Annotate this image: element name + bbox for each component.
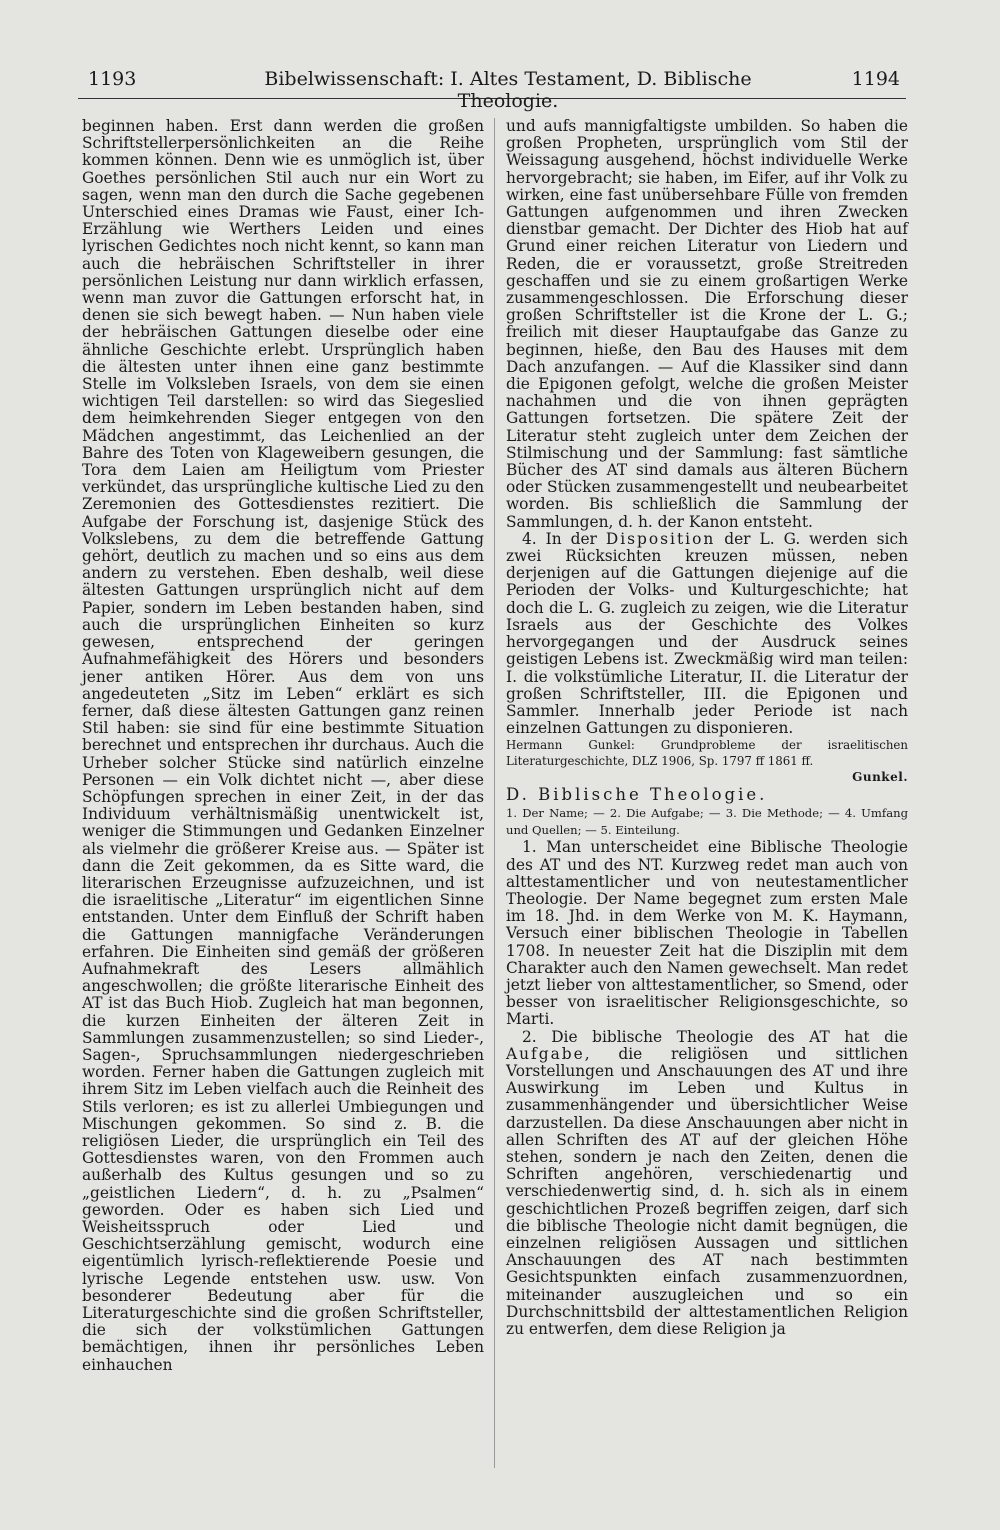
paragraph-disposition [506, 531, 908, 737]
left-column-text: beginnen haben. Erst dann werden die großen Schriftstellerpersönlichkeiten an die Reihe kommen können. Denn wie es unmöglich ist, über Goethes persönlichen Stil auch nur ein Wort zu sagen, wenn man den durch die Sache gegebenen Unterschied eines Dramas wie Faust, einer Ich-Erzählung wie Werthers Leiden und eines lyrischen Gedichtes noch nicht kennt, so kann man auch die hebräischen Schriftsteller in ihrer persönlichen Leistung nur dann wirklich erfassen, wenn man zuvor die Gattungen erforscht hat, in denen sie sich bewegt haben. — Nun haben viele der hebräischen Gattungen dieselbe oder eine ähnliche Geschichte erlebt. Ursprünglich haben die ältesten unter ihnen eine ganz bestimmte Stelle im Volksleben Israels, von dem sie einen wichtigen Teil darstellen: so wird das Siegeslied dem heimkehrenden Sieger entgegen von den Mädchen angestimmt, das Leichenlied an der Bahre des Toten von Klageweibern gesungen, die Tora dem Laien am Heiligtum vom Priester verkündet, das ursprüngliche kultische Lied zu den Zeremonien des Gottesdienstes rezitiert. Die Aufgabe der Forschung ist, dasjenige Stück des Volkslebens, zu dem die betreffende Gattung gehört, deutlich zu machen und so eins aus dem andern zu verstehen. Eben deshalb, weil diese ältesten Gattungen ursprünglich nicht auf dem Papier, sondern im Leben bestanden haben, sind auch die ursprünglichen Einheiten so kurz gewesen, entsprechend der geringen Aufnahmefähigkeit des Hörers und besonders jener antiken Hörer. Aus dem von uns angedeuteten „Sitz im Leben“ erklärt es sich ferner, daß diese ältesten Gattungen ganz reinen Stil haben: sie sind für eine bestimmte Situation berechnet und entsprechen ihr durchaus. Auch die Urheber solcher Stücke sind natürlich einzelne Personen — ein Volk dichtet nicht —, aber diese Schöpfungen sprechen in einer Zeit, in der das Individuum verhältnismäßig unentwickelt ist, weniger die Stimmungen und Gedanken Einzelner als vielmehr die größerer Kreise aus. — Später ist dann die Zeit gekommen, da es Sitte ward, die literarischen Erzeugnisse aufzuzeichnen, und ist die israelitische „Literatur“ im eigentlichen Sinne entstanden. Unter dem Einfluß der Schrift haben die Gattungen mannigfache Veränderungen erfahren. Die Einheiten sind gemäß der größeren Aufnahmekraft des Lesers allmählich angeschwollen; die größte literarische Einheit des AT ist das Buch Hiob. Zugleich hat man begonnen, die kurzen Einheiten der älteren Zeit in Sammlungen zusammenzustellen; so sind Lieder-, Sagen-, Spruchsammlungen niedergeschrieben worden. Ferner haben die Gattungen zugleich mit ihrem Sitz im Leben vielfach auch die Reinheit des Stils verloren; es ist zu allerlei Umbiegungen und Mischungen gekommen. So sind z. B. die religiösen Lieder, die ursprünglich ein Teil des Gottesdienstes waren, von den Frommen auch außerhalb des Kultus gesungen und so zu „geistlichen Liedern“, d. h. zu „Psalmen“ geworden. Oder es haben sich Lied und Weisheitsspruch oder Lied und Geschichtserzählung gemischt, wodurch eine eigentümlich lyrisch-reflektierende Poesie und lyrische Legende entstehen usw. usw. Von besonderer Bedeutung aber für die Literaturgeschichte sind die großen Schriftsteller, die sich der volkstümlichen Gattungen bemächtigen, ihnen ihr persönliches Leben einhauchen [82, 117, 484, 1374]
left-column [82, 118, 484, 1374]
disposition-term: Disposition [605, 529, 716, 548]
running-header [78, 66, 906, 112]
paragraph-name: 1. Man unterscheidet eine Biblische Theologie des AT und des NT. Kurzweg redet man auch von alttestamentlicher und von neutestamentlicher Theologie. Der Name begegnet zum ersten Male im 18. Jhd. in dem Werke von M. K. Haymann, Versuch einer biblischen Theologie in Tabellen 1708. In neuester Zeit hat die Disziplin mit dem Charakter auch den Namen gewechselt. Man redet jetzt lieber von alttestamentlicher, so Smend, oder besser von israelitischer Religionsgeschichte, so Marti. [506, 838, 908, 1029]
paragraph-task-rest: , die religiösen und sittlichen Vorstellungen und Anschauungen des AT und ihre Auswirkung im Leben und Kultus in zusammenhängender und übersichtlicher Weise darzustellen. Da diese Anschauungen aber nicht in allen Schriften des AT auf der gleichen Höhe stehen, sondern je nach den Zeiten, denen die Schriften angehören, verschiedenartig und verschiedenwertig sind, d. h. sich als in einem geschichtlichen Prozeß begriffen zeigen, darf sich die biblische Theologie nicht damit begnügen, die einzelnen religiösen Aussagen und sittlichen Anschauungen des AT nach bestimmten Gesichtspunkten einfach zusammenzuordnen, miteinander auszugleichen und so ein Durchschnittsbild der alttestamentlichen Religion zu entwerfen, dem diese Religion ja [506, 1044, 908, 1338]
paragraph-disposition-rest: der L. G. werden sich zwei Rücksichten kreuzen müssen, neben derjenigen auf die Gattungen diejenige auf die Perioden der Volks- und Kulturgeschichte; hat doch die L. G. zugleich zu zeigen, wie die Literatur Israels aus der Geschichte des Volkes hervorgegangen und der Ausdruck seines geistigen Lebens ist. Zweckmäßig wird man teilen: I. die volkstümliche Literatur, II. die Literatur der großen Schriftsteller, III. die Epigonen und Sammler. Innerhalb jeder Periode ist nach einzelnen Gattungen zu disponieren. [506, 529, 908, 738]
section-contents: 1. Der Name; — 2. Die Aufgabe; — 3. Die Methode; — 4. Umfang und Quellen; — 5. Einteilung. [506, 806, 908, 838]
page-number-left: 1193 [88, 68, 137, 90]
page-number-right: 1194 [851, 68, 900, 90]
running-title: Bibelwissenschaft: I. Altes Testament, D. Biblische Theologie. [264, 68, 752, 112]
author-signature: Gunkel. [852, 770, 908, 785]
column-divider [494, 118, 495, 1468]
right-column [506, 118, 908, 1338]
section-title: D. Biblische Theologie. [506, 785, 768, 805]
bibliographic-reference: Hermann Gunkel: Grundprobleme der israelitischen Literaturgeschichte, DLZ 1906, Sp. 1797 ff 1861 ff. [506, 738, 908, 769]
paragraph-disposition-lead: 4. In der [522, 529, 606, 548]
paragraph-task-lead: 2. Die biblische Theologie des AT hat die [522, 1027, 908, 1046]
task-term: Aufgabe [506, 1044, 585, 1063]
paragraph-task [506, 1029, 908, 1339]
paragraph-literature-history: und aufs mannigfaltigste umbilden. So haben die großen Propheten, ursprünglich vom Stil der Weissagung ausgehend, höchst individuelle Werke hervorgebracht; sie haben, im Eifer, auf ihr Volk zu wirken, eine fast unübersehbare Fülle von fremden Gattungen aufgenommen und ihren Zwecken dienstbar gemacht. Der Dichter des Hiob hat auf Grund einer reichen Literatur von Liedern und Reden, die er voraussetzt, große Streitreden geschaffen und sie zu einem großartigen Werke zusammengeschlossen. Die Erforschung dieser großen Schriftsteller ist die Krone der L. G.; freilich mit dieser Hauptaufgabe das Ganze zu beginnen, hieße, den Bau des Hauses mit dem Dach anzufangen. — Auf die Klassiker sind dann die Epigonen gefolgt, welche die großen Meister nachahmen und die von ihnen geprägten Gattungen fortsetzen. Die spätere Zeit der Literatur steht zugleich unter dem Zeichen der Stilmischung und der Sammlung: fast sämtliche Bücher des AT sind damals aus älteren Büchern oder Stücken zusammengestellt und neubearbeitet worden. Bis schließlich die Sammlung der Sammlungen, d. h. der Kanon entsteht. [506, 117, 908, 531]
